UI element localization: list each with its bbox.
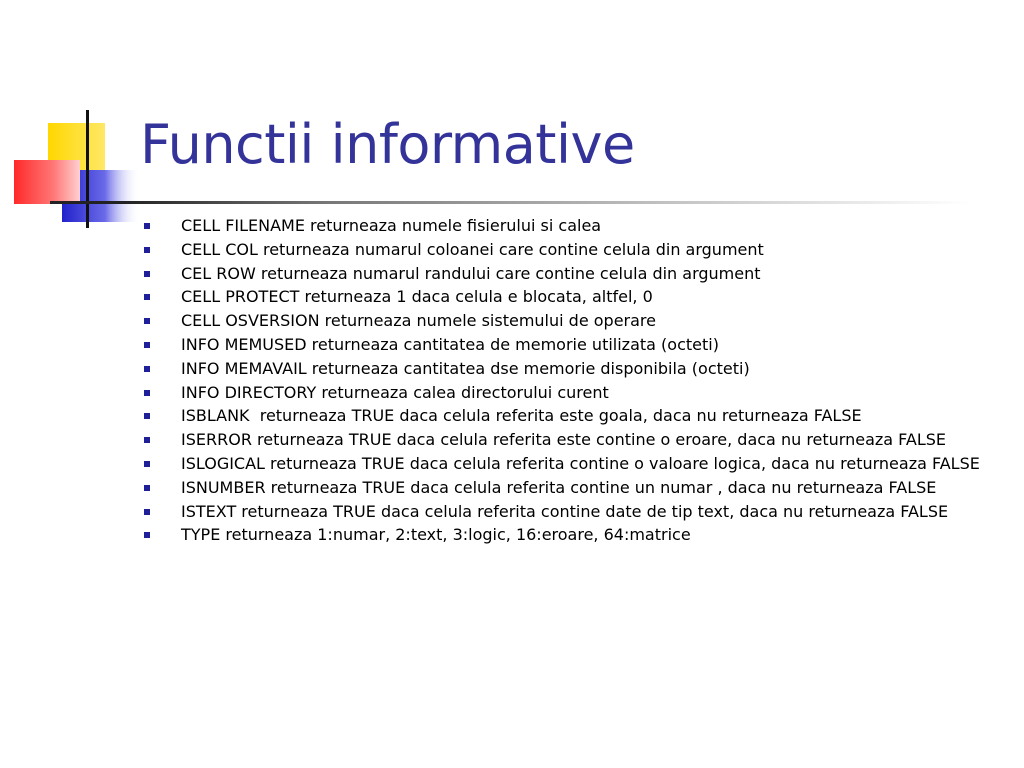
list-item-text: ISTEXT returneaza TRUE daca celula referita contine date de tip text, daca nu returneaza FALSE (181, 501, 949, 521)
slide-title: Functii informative (140, 113, 635, 176)
bullet-square-icon (144, 342, 150, 348)
list-item (144, 383, 984, 403)
list-item (144, 502, 984, 522)
list-item (144, 454, 984, 474)
deco-vertical-line (86, 110, 89, 228)
bullet-square-icon (144, 437, 150, 443)
list-item (144, 287, 984, 307)
list-item-text: ISNUMBER returneaza TRUE daca celula referita contine un numar , daca nu returneaza FALSE (181, 477, 937, 497)
bullet-square-icon (144, 390, 150, 396)
list-item-text: CELL PROTECT returneaza 1 daca celula e blocata, altfel, 0 (181, 287, 653, 307)
bullet-list (144, 216, 984, 549)
list-item-text: ISBLANK returneaza TRUE daca celula referita este goala, daca nu returneaza FALSE (181, 406, 862, 426)
list-item (144, 264, 984, 284)
bullet-square-icon (144, 532, 150, 538)
list-item (144, 216, 984, 236)
list-item-text: ISLOGICAL returneaza TRUE daca celula referita contine o valoare logica, daca nu returneaza FALSE (181, 453, 980, 473)
list-item (144, 240, 984, 260)
title-divider (50, 201, 970, 204)
bullet-square-icon (144, 461, 150, 467)
bullet-square-icon (144, 413, 150, 419)
list-item-text: CELL FILENAME returneaza numele fisierului si calea (181, 216, 602, 235)
bullet-square-icon (144, 271, 150, 277)
bullet-square-icon (144, 318, 150, 324)
list-item-text: INFO MEMAVAIL returneaza cantitatea dse memorie disponibila (octeti) (181, 358, 750, 378)
list-item (144, 406, 984, 426)
bullet-square-icon (144, 485, 150, 491)
list-item-text: ISERROR returneaza TRUE daca celula referita este contine o eroare, daca nu returneaza FALSE (181, 430, 947, 450)
list-item (144, 359, 984, 379)
list-item-text: CELL COL returneaza numarul coloanei care contine celula din argument (181, 239, 764, 259)
bullet-square-icon (144, 223, 150, 229)
bullet-square-icon (144, 247, 150, 253)
bullet-square-icon (144, 294, 150, 300)
list-item-text: CEL ROW returneaza numarul randului care contine celula din argument (181, 263, 761, 283)
list-item-text: INFO MEMUSED returneaza cantitatea de memorie utilizata (octeti) (181, 334, 719, 354)
list-item (144, 311, 984, 331)
list-item (144, 430, 984, 450)
list-item-text: CELL OSVERSION returneaza numele sistemului de operare (181, 311, 656, 331)
bullet-square-icon (144, 366, 150, 372)
bullet-square-icon (144, 509, 150, 515)
deco-red-square (14, 160, 80, 204)
decorative-squares-graphic (0, 0, 140, 240)
list-item-text: TYPE returneaza 1:numar, 2:text, 3:logic, 16:eroare, 64:matrice (181, 525, 691, 545)
list-item (144, 525, 984, 545)
list-item (144, 478, 984, 498)
list-item-text: INFO DIRECTORY returneaza calea directorului curent (181, 382, 609, 402)
list-item (144, 335, 984, 355)
